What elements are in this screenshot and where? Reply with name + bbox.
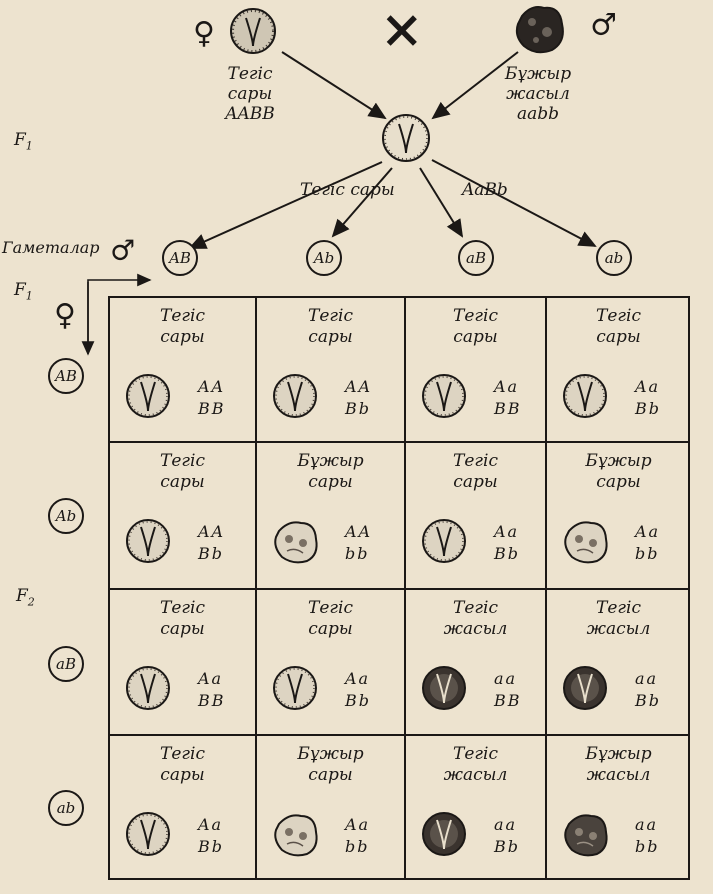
cell-phenotype — [110, 744, 255, 786]
cell-genotype-b: BB — [198, 691, 226, 710]
smooth-yellow-seed-icon — [124, 517, 174, 567]
punnett-f1-label — [14, 280, 33, 306]
cell-genotype — [198, 668, 226, 712]
punnett-cell — [110, 736, 257, 880]
cell-phenotype — [406, 451, 545, 493]
cell-genotype — [494, 521, 520, 565]
cell-phenotype — [257, 451, 404, 493]
cell-genotype-b: bb — [635, 544, 660, 563]
cell-phenotype-line2: сары — [453, 472, 498, 492]
cell-phenotype-line1: Тегіс — [453, 451, 498, 471]
cell-genotype-a: Aa — [494, 377, 520, 396]
cell-genotype-a: Aa — [345, 669, 371, 688]
arrow-f1-to-ab — [432, 160, 595, 246]
female-parent-label — [205, 64, 295, 124]
punnett-f2-label — [16, 586, 35, 612]
cell-genotype — [635, 376, 661, 420]
female-parent-phenotype-1: Тегіс — [227, 64, 273, 84]
punnett-cell — [547, 590, 690, 736]
cell-genotype-a: aa — [494, 669, 518, 688]
punnett-cell — [406, 736, 547, 880]
cell-genotype-b: bb — [345, 837, 370, 856]
punnett-cell — [257, 298, 406, 443]
smooth-yellow-seed-icon — [271, 664, 321, 714]
cell-phenotype — [547, 744, 690, 786]
cell-phenotype-line2: сары — [308, 765, 353, 785]
f1-phenotype: Тегіс сары — [300, 180, 395, 200]
cell-genotype-a: AA — [198, 522, 226, 541]
cell-phenotype-line2: сары — [160, 619, 205, 639]
cell-phenotype-line2: сары — [453, 327, 498, 347]
punnett-cell — [547, 298, 690, 443]
cell-phenotype — [110, 306, 255, 348]
cell-phenotype-line2: жасыл — [443, 765, 508, 785]
cell-genotype-b: BB — [494, 691, 522, 710]
punnett-cell — [110, 443, 257, 590]
cell-phenotype — [257, 598, 404, 640]
smooth-yellow-seed-icon — [124, 372, 174, 422]
cell-genotype-b: BB — [494, 399, 522, 418]
smooth-yellow-seed-icon — [561, 372, 611, 422]
cell-phenotype-line1: Тегіс — [160, 598, 205, 618]
gamete-aB: aB — [458, 240, 494, 276]
punnett-cell — [257, 590, 406, 736]
cell-genotype-b: Bb — [198, 544, 224, 563]
cell-phenotype-line1: Бұжыр — [297, 744, 364, 764]
cell-genotype-a: Aa — [635, 522, 661, 541]
cell-genotype — [345, 668, 371, 712]
gametes-label: Гаметалар — [2, 238, 100, 257]
cell-phenotype-line1: Тегіс — [453, 598, 498, 618]
f1-seed-icon — [380, 112, 432, 164]
wrinkled-yellow-seed-icon — [271, 810, 321, 860]
cell-phenotype — [406, 306, 545, 348]
cell-genotype-a: AA — [345, 522, 373, 541]
punnett-square — [108, 296, 690, 880]
female-parent-symbol: ♀ — [193, 16, 215, 51]
male-parent-seed-icon — [512, 2, 566, 56]
cell-phenotype-line1: Тегіс — [596, 306, 641, 326]
cell-genotype-a: Aa — [635, 377, 661, 396]
male-parent-symbol: ♂ — [590, 8, 617, 43]
cell-phenotype — [547, 598, 690, 640]
cell-genotype-a: Aa — [494, 522, 520, 541]
cell-phenotype — [257, 306, 404, 348]
cell-genotype — [494, 376, 522, 420]
smooth-yellow-seed-icon — [420, 517, 470, 567]
cell-phenotype-line2: жасыл — [586, 619, 651, 639]
punnett-cell — [547, 736, 690, 880]
cell-genotype-a: AA — [198, 377, 226, 396]
smooth-green-seed-icon — [420, 664, 470, 714]
cell-phenotype-line1: Тегіс — [160, 306, 205, 326]
cell-genotype — [345, 521, 372, 565]
cell-phenotype-line2: сары — [596, 327, 641, 347]
f1-label-letter: F — [14, 130, 26, 150]
male-parent-phenotype-1: Бұжыр — [504, 64, 572, 84]
wrinkled-green-seed-icon — [561, 810, 611, 860]
punnett-cell — [406, 298, 547, 443]
cell-genotype-b: Bb — [198, 837, 224, 856]
punnett-cell — [110, 590, 257, 736]
cell-phenotype-line1: Тегіс — [453, 744, 498, 764]
smooth-yellow-seed-icon — [124, 664, 174, 714]
cell-phenotype-line1: Тегіс — [160, 744, 205, 764]
male-parent-genotype: aabb — [516, 104, 560, 124]
punnett-f2-letter: F — [16, 586, 28, 606]
cell-genotype-b: Bb — [345, 691, 371, 710]
row-gamete-Ab: Ab — [48, 498, 84, 534]
cell-genotype-b: BB — [198, 399, 226, 418]
cell-genotype-a: Aa — [345, 815, 371, 834]
gamete-AB: AB — [162, 240, 198, 276]
cell-genotype-b: Bb — [494, 544, 520, 563]
punnett-cell — [110, 298, 257, 443]
smooth-green-seed-icon — [561, 664, 611, 714]
punnett-female-symbol: ♀ — [54, 298, 76, 333]
cell-phenotype — [257, 744, 404, 786]
gamete-ab: ab — [596, 240, 632, 276]
f1-label — [14, 130, 33, 156]
cell-phenotype-line2: сары — [308, 327, 353, 347]
smooth-yellow-seed-icon — [420, 372, 470, 422]
smooth-yellow-seed-icon — [124, 810, 174, 860]
punnett-cell — [406, 590, 547, 736]
f1-genotype: AaBb — [462, 180, 508, 200]
cell-phenotype-line2: сары — [308, 472, 353, 492]
cell-phenotype-line1: Тегіс — [308, 306, 353, 326]
cell-phenotype — [406, 744, 545, 786]
cell-genotype-b: bb — [345, 544, 370, 563]
cell-genotype-a: aa — [635, 815, 659, 834]
cell-phenotype-line2: сары — [160, 472, 205, 492]
cell-phenotype-line1: Тегіс — [160, 451, 205, 471]
cell-phenotype-line2: сары — [160, 327, 205, 347]
cell-genotype-b: Bb — [494, 837, 520, 856]
cross-symbol: × — [380, 0, 424, 60]
cell-phenotype — [547, 306, 690, 348]
smooth-yellow-seed-icon — [271, 372, 321, 422]
row-gamete-ab: ab — [48, 790, 84, 826]
cell-genotype — [198, 521, 225, 565]
punnett-cell — [257, 443, 406, 590]
female-parent-phenotype-2: сары — [227, 84, 273, 104]
cell-genotype-a: Aa — [198, 815, 224, 834]
cell-genotype — [635, 668, 661, 712]
arrow-f1-to-aB — [420, 168, 462, 236]
arrow-f1-to-AB — [190, 162, 382, 248]
cell-phenotype — [110, 451, 255, 493]
cell-genotype — [345, 814, 370, 858]
wrinkled-yellow-seed-icon — [271, 517, 321, 567]
female-parent-seed-icon — [228, 6, 278, 56]
cell-genotype-a: AA — [345, 377, 373, 396]
smooth-green-seed-icon — [420, 810, 470, 860]
gamete-Ab: Ab — [306, 240, 342, 276]
cell-phenotype-line2: сары — [308, 619, 353, 639]
cell-phenotype-line1: Тегіс — [453, 306, 498, 326]
cell-genotype-a: aa — [494, 815, 518, 834]
cell-genotype-b: bb — [635, 837, 660, 856]
cell-genotype-b: Bb — [635, 691, 661, 710]
male-parent-phenotype-2: жасыл — [506, 84, 570, 104]
cell-phenotype — [406, 598, 545, 640]
gametes-male-symbol: ♂ — [110, 234, 136, 267]
cell-genotype — [635, 521, 660, 565]
cell-genotype-a: Aa — [198, 669, 224, 688]
punnett-f1-sub: 1 — [25, 289, 33, 303]
cell-genotype-b: Bb — [345, 399, 371, 418]
female-parent-genotype: AABB — [225, 104, 275, 124]
cell-phenotype-line1: Бұжыр — [297, 451, 364, 471]
punnett-cell — [406, 443, 547, 590]
cell-genotype — [635, 814, 659, 858]
row-gamete-aB: aB — [48, 646, 84, 682]
cell-phenotype-line2: сары — [596, 472, 641, 492]
cell-genotype-a: aa — [635, 669, 659, 688]
wrinkled-yellow-seed-icon — [561, 517, 611, 567]
cell-genotype — [494, 668, 522, 712]
cell-phenotype-line1: Тегіс — [308, 598, 353, 618]
row-gamete-AB: AB — [48, 358, 84, 394]
punnett-cell — [257, 736, 406, 880]
f1-label-sub: 1 — [25, 139, 33, 153]
male-parent-label — [488, 64, 588, 124]
cell-phenotype-line1: Тегіс — [596, 598, 641, 618]
punnett-f1-letter: F — [14, 280, 26, 300]
punnett-f2-sub: 2 — [27, 595, 35, 609]
cell-phenotype-line2: жасыл — [586, 765, 651, 785]
cell-phenotype-line1: Бұжыр — [585, 451, 652, 471]
cell-genotype — [198, 814, 224, 858]
arrow-female-to-f1 — [282, 52, 385, 118]
cell-genotype-b: Bb — [635, 399, 661, 418]
cell-phenotype-line1: Бұжыр — [585, 744, 652, 764]
cell-genotype — [345, 376, 372, 420]
cell-phenotype-line2: жасыл — [443, 619, 508, 639]
cell-phenotype-line2: сары — [160, 765, 205, 785]
arrow-f1-to-Ab — [333, 168, 392, 236]
cell-genotype — [494, 814, 520, 858]
punnett-cell — [547, 443, 690, 590]
cell-phenotype — [110, 598, 255, 640]
cell-phenotype — [547, 451, 690, 493]
cell-genotype — [198, 376, 226, 420]
